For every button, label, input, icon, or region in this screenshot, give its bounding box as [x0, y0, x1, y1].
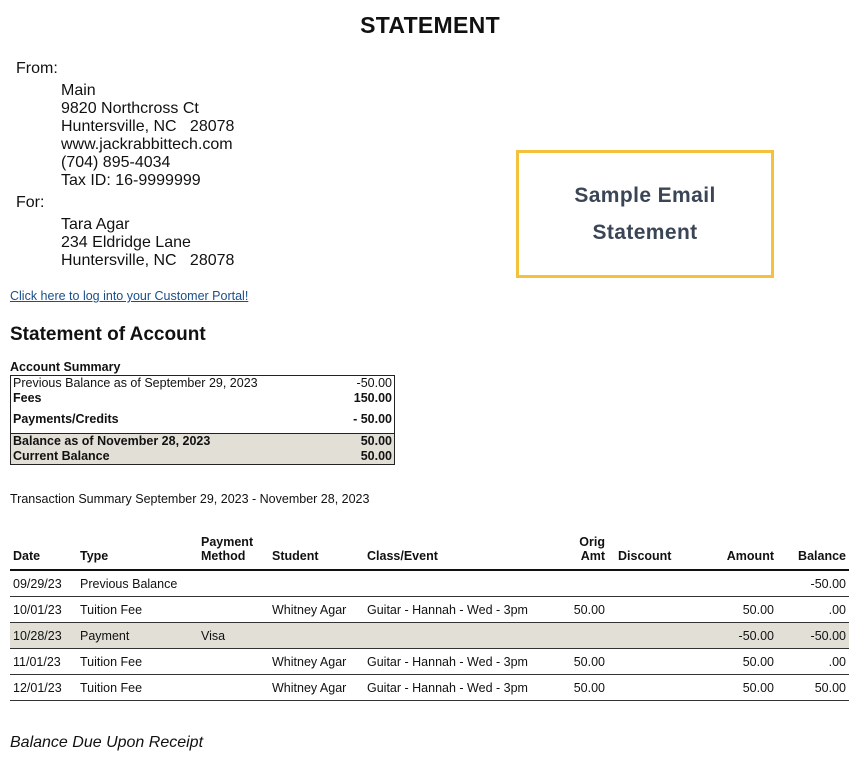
- cell-balance: .00: [777, 649, 849, 675]
- from-line: www.jackrabbittech.com: [61, 136, 233, 153]
- for-address: [61, 216, 234, 270]
- col-orig-amt: [557, 535, 608, 570]
- cell-student: [269, 623, 364, 649]
- from-label: From:: [16, 60, 58, 77]
- table-row: [10, 570, 849, 597]
- cell-discount: [608, 649, 698, 675]
- col-orig-amt-line: Orig: [579, 535, 605, 549]
- sample-email-badge: [516, 150, 774, 278]
- table-row: [10, 675, 849, 701]
- for-label: For:: [16, 194, 45, 211]
- cell-date: 10/28/23: [10, 623, 77, 649]
- balance-as-of-value: 50.00: [338, 434, 395, 450]
- col-date: Date: [10, 535, 77, 570]
- cell-method: [198, 597, 269, 623]
- cell-balance: .00: [777, 597, 849, 623]
- cell-orig: 50.00: [557, 597, 608, 623]
- from-address: [61, 82, 234, 190]
- col-type: Type: [77, 535, 198, 570]
- cell-student: Whitney Agar: [269, 675, 364, 701]
- col-discount: Discount: [608, 535, 698, 570]
- cell-balance: -50.00: [777, 570, 849, 597]
- account-summary-table: [10, 375, 395, 465]
- transactions-header-row: [10, 535, 849, 570]
- cell-amount: -50.00: [698, 623, 777, 649]
- summary-row-previous: [11, 376, 395, 392]
- cell-discount: [608, 597, 698, 623]
- transactions-table: [10, 535, 849, 701]
- cell-student: Whitney Agar: [269, 597, 364, 623]
- cell-class: Guitar - Hannah - Wed - 3pm: [364, 597, 557, 623]
- cell-method: [198, 570, 269, 597]
- table-row: [10, 623, 849, 649]
- cell-type: Previous Balance: [77, 570, 198, 597]
- col-amount: Amount: [698, 535, 777, 570]
- cell-type: Tuition Fee: [77, 649, 198, 675]
- cell-method: [198, 649, 269, 675]
- from-line: Tax ID: 16-9999999: [61, 172, 201, 189]
- account-summary-heading: Account Summary: [10, 360, 121, 374]
- payments-label: Payments/Credits: [13, 412, 119, 426]
- cell-balance: 50.00: [777, 675, 849, 701]
- cell-date: 12/01/23: [10, 675, 77, 701]
- cell-student: [269, 570, 364, 597]
- cell-class: [364, 570, 557, 597]
- col-payment-method-line: Payment: [201, 535, 254, 549]
- cell-class: [364, 623, 557, 649]
- fees-label: Fees: [13, 391, 42, 405]
- fees-value: 150.00: [353, 391, 392, 405]
- current-balance-label: Current Balance: [11, 449, 338, 465]
- from-line: (704) 895-4034: [61, 154, 171, 171]
- cell-date: 11/01/23: [10, 649, 77, 675]
- cell-method: [198, 675, 269, 701]
- previous-balance-value: -50.00: [356, 376, 392, 390]
- cell-class: Guitar - Hannah - Wed - 3pm: [364, 649, 557, 675]
- col-payment-method: [198, 535, 269, 570]
- cell-type: Tuition Fee: [77, 597, 198, 623]
- cell-amount: 50.00: [698, 597, 777, 623]
- from-line: Huntersville, NC 28078: [61, 118, 235, 135]
- from-line: 9820 Northcross Ct: [61, 100, 199, 117]
- cell-amount: 50.00: [698, 649, 777, 675]
- cell-class: Guitar - Hannah - Wed - 3pm: [364, 675, 557, 701]
- col-orig-amt-line: Amt: [580, 549, 605, 563]
- for-line: 234 Eldridge Lane: [61, 234, 191, 251]
- table-row: [10, 649, 849, 675]
- sample-badge-line: Sample Email: [574, 184, 716, 207]
- summary-row-fees: [11, 391, 395, 406]
- cell-discount: [608, 675, 698, 701]
- table-row: [10, 597, 849, 623]
- payments-value: - 50.00: [353, 412, 392, 426]
- cell-type: Payment: [77, 623, 198, 649]
- cell-amount: 50.00: [698, 675, 777, 701]
- cell-method: Visa: [198, 623, 269, 649]
- transaction-summary-label: Transaction Summary September 29, 2023 - November 28, 2023: [10, 492, 370, 506]
- cell-date: 09/29/23: [10, 570, 77, 597]
- current-balance-value: 50.00: [338, 449, 395, 465]
- col-class-event: Class/Event: [364, 535, 557, 570]
- col-payment-method-line: Method: [201, 549, 246, 563]
- cell-discount: [608, 570, 698, 597]
- col-balance: Balance: [777, 535, 849, 570]
- summary-row-balance-as-of: [11, 434, 395, 450]
- cell-date: 10/01/23: [10, 597, 77, 623]
- cell-discount: [608, 623, 698, 649]
- statement-heading: Statement of Account: [10, 324, 206, 345]
- for-line: Huntersville, NC 28078: [61, 252, 235, 269]
- col-student: Student: [269, 535, 364, 570]
- sample-badge-line: Statement: [592, 221, 698, 244]
- cell-orig: 50.00: [557, 675, 608, 701]
- for-line: Tara Agar: [61, 216, 130, 233]
- cell-student: Whitney Agar: [269, 649, 364, 675]
- cell-amount: [698, 570, 777, 597]
- balance-due-note: Balance Due Upon Receipt: [10, 734, 204, 751]
- balance-as-of-label: Balance as of November 28, 2023: [11, 434, 338, 450]
- cell-orig: [557, 570, 608, 597]
- summary-row-current-balance: [11, 449, 395, 465]
- customer-portal-link[interactable]: Click here to log into your Customer Portal!: [10, 289, 249, 303]
- from-line: Main: [61, 82, 96, 99]
- page-title: STATEMENT: [360, 12, 500, 38]
- summary-row-payments: [11, 406, 395, 434]
- cell-orig: [557, 623, 608, 649]
- previous-balance-label: Previous Balance as of September 29, 2023: [13, 376, 258, 390]
- cell-balance: -50.00: [777, 623, 849, 649]
- cell-type: Tuition Fee: [77, 675, 198, 701]
- cell-orig: 50.00: [557, 649, 608, 675]
